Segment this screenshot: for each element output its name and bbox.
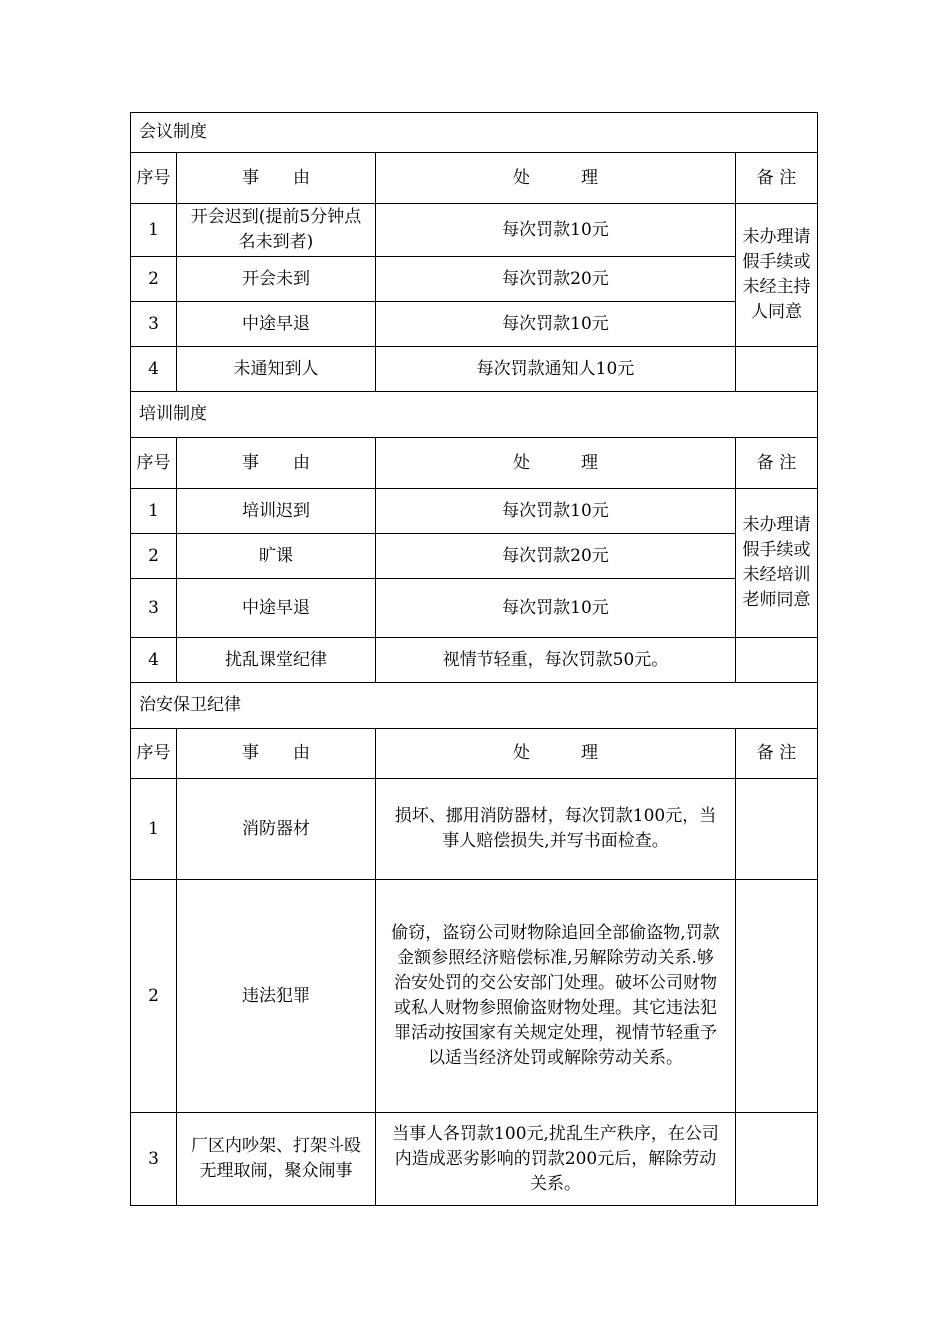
header-no: 序号: [131, 729, 177, 779]
section-title-row: [131, 113, 818, 153]
row-remark: [736, 347, 818, 392]
table-row: [131, 302, 818, 347]
row-reason: 培训迟到: [177, 489, 376, 534]
row-no: 2: [131, 534, 177, 579]
row-reason: 中途早退: [177, 579, 376, 638]
section-title-row: [131, 392, 818, 438]
row-handling: 偷窃，盗窃公司财物除追回全部偷盗物,罚款金额参照经济赔偿标准,另解除劳动关系.够治安处罚的交公安部门处理。破坏公司财物或私人财物参照偷盗财物处理。其它违法犯罪活动按国家有关规定处理，视情节轻重予以适当经济处罚或解除劳动关系。: [376, 880, 736, 1113]
row-handling: 每次罚款10元: [376, 204, 736, 257]
header-handling: 处 理: [376, 729, 736, 779]
table-row: [131, 579, 818, 638]
row-no: 1: [131, 204, 177, 257]
header-reason: 事 由: [177, 729, 376, 779]
table-row: [131, 534, 818, 579]
table-row: [131, 347, 818, 392]
row-remark: [736, 880, 818, 1113]
row-reason: 消防器材: [177, 779, 376, 880]
header-remark: 备 注: [736, 153, 818, 204]
penalty-rules-table: [130, 112, 818, 1206]
section-title: 培训制度: [131, 392, 818, 438]
section-title: 治安保卫纪律: [131, 683, 818, 729]
header-handling: 处 理: [376, 153, 736, 204]
header-remark: 备 注: [736, 729, 818, 779]
row-handling: 损坏、挪用消防器材，每次罚款100元，当事人赔偿损失,并写书面检查。: [376, 779, 736, 880]
table-row: [131, 204, 818, 257]
row-no: 4: [131, 347, 177, 392]
header-no: 序号: [131, 438, 177, 489]
table-row: [131, 880, 818, 1113]
shared-remark: 未办理请假手续或未经主持人同意: [736, 204, 818, 347]
table-row: [131, 257, 818, 302]
row-reason: 扰乱课堂纪律: [177, 638, 376, 683]
table-row: [131, 1113, 818, 1206]
header-handling: 处 理: [376, 438, 736, 489]
row-no: 2: [131, 880, 177, 1113]
row-reason: 违法犯罪: [177, 880, 376, 1113]
row-remark: [736, 1113, 818, 1206]
row-handling: 每次罚款10元: [376, 302, 736, 347]
header-reason: 事 由: [177, 438, 376, 489]
table-row: [131, 638, 818, 683]
row-handling: 每次罚款20元: [376, 534, 736, 579]
header-row: [131, 438, 818, 489]
row-handling: 视情节轻重，每次罚款50元。: [376, 638, 736, 683]
row-no: 2: [131, 257, 177, 302]
row-handling: 每次罚款20元: [376, 257, 736, 302]
section-title: 会议制度: [131, 113, 818, 153]
row-no: 1: [131, 489, 177, 534]
row-handling: 每次罚款10元: [376, 579, 736, 638]
header-no: 序号: [131, 153, 177, 204]
section-title-row: [131, 683, 818, 729]
row-no: 3: [131, 579, 177, 638]
row-no: 1: [131, 779, 177, 880]
row-reason: 旷课: [177, 534, 376, 579]
row-no: 3: [131, 302, 177, 347]
header-reason: 事 由: [177, 153, 376, 204]
row-reason: 开会迟到(提前5分钟点名未到者): [177, 204, 376, 257]
row-handling: 每次罚款10元: [376, 489, 736, 534]
header-remark: 备 注: [736, 438, 818, 489]
row-handling: 每次罚款通知人10元: [376, 347, 736, 392]
shared-remark: 未办理请假手续或未经培训老师同意: [736, 489, 818, 638]
row-remark: [736, 779, 818, 880]
header-row: [131, 153, 818, 204]
row-reason: 开会未到: [177, 257, 376, 302]
row-handling: 当事人各罚款100元,扰乱生产秩序，在公司内造成恶劣影响的罚款200元后，解除劳动关系。: [376, 1113, 736, 1206]
row-remark: [736, 638, 818, 683]
row-reason: 未通知到人: [177, 347, 376, 392]
table-row: [131, 779, 818, 880]
row-reason: 厂区内吵架、打架斗殴无理取闹，聚众闹事: [177, 1113, 376, 1206]
row-no: 3: [131, 1113, 177, 1206]
row-reason: 中途早退: [177, 302, 376, 347]
row-no: 4: [131, 638, 177, 683]
table-row: [131, 489, 818, 534]
header-row: [131, 729, 818, 779]
